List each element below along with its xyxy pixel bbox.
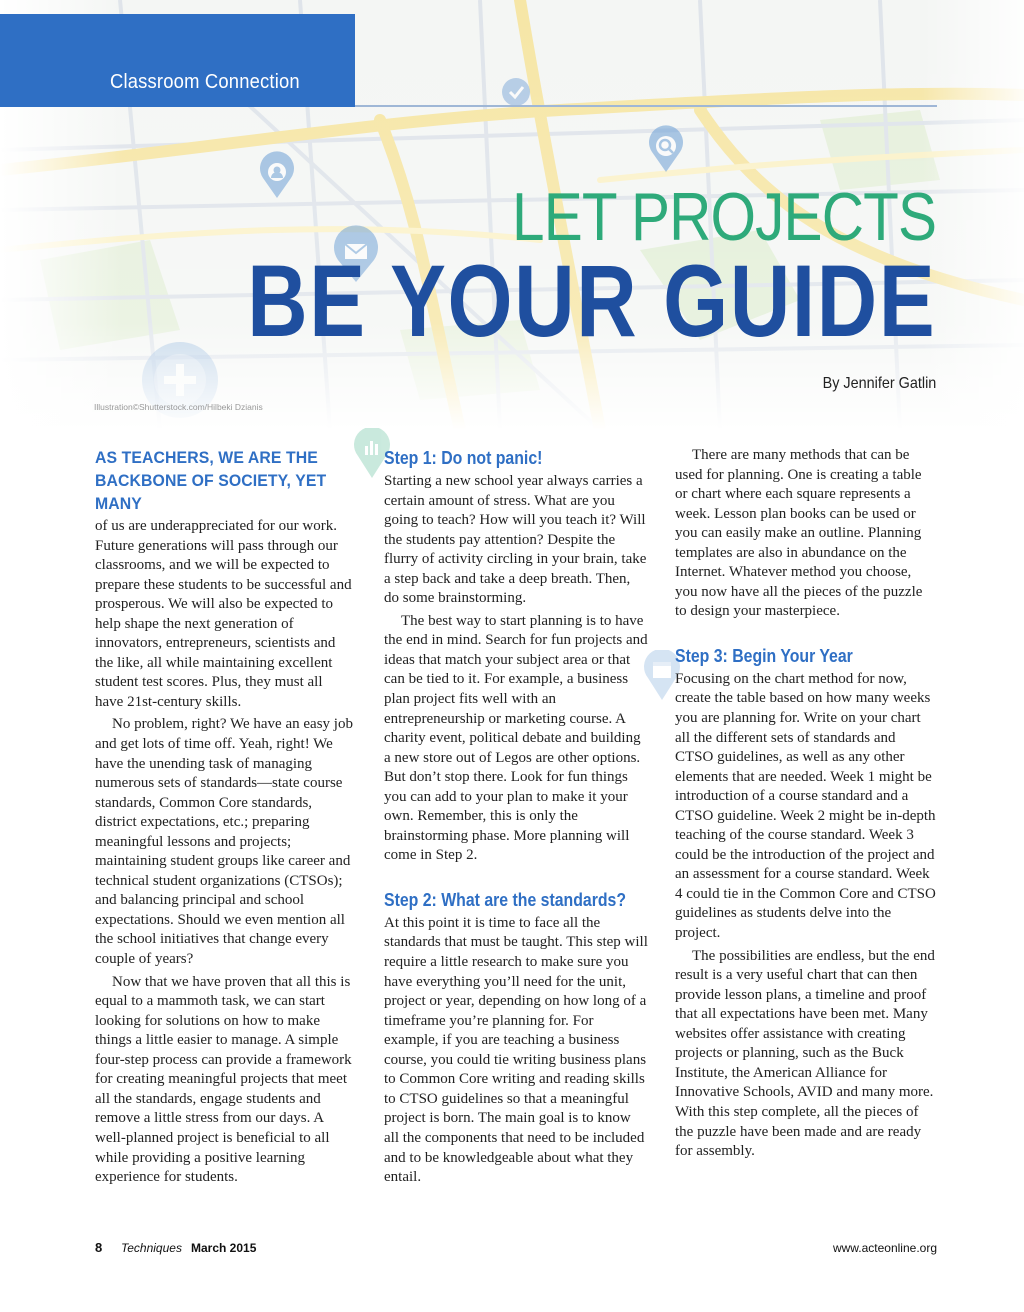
illustration-credit: Illustration©Shutterstock.com/Hilbeki Dzianis [94,402,263,412]
step-1-heading: Step 1: Do not panic! [384,448,543,468]
title-line-2: BE YOUR GUIDE [246,244,936,358]
step-2-heading: Step 2: What are the standards? [384,889,627,910]
intro-paragraph [95,446,353,712]
header-rule [355,105,937,107]
paragraph: No problem, right? We have an easy job and get lots of time off. Yeah, right! We have the unending task of managing numerous sets of standards—state course standards, Common Core standards, district expectations, etc.; preparing meaningful lessons and projects; maintaining student groups like career and technical student organizations (CTSOs); and balancing principal and school expectations. Should we even mention all the school initiatives that change every couple of years? [95,716,353,968]
paragraph: Focusing on the chart method for now, create the table based on how many weeks you are planning for. Write on your chart all the different sets of standards and CTSO guidelines, as well as any other elements that are needed. Week 1 might be introduction of a course standard and a CTSO guideline. Week 2 might be in-depth teaching of the course standard. Week 3 could be the introduction of the project and an assessment for a course standard. Week 4 could tie in the Common Core and CTSO guidelines as students delve into the project. [675,670,936,942]
section-label: Classroom Connection [110,71,300,93]
lead-in-caps: AS TEACHERS, WE ARE THE BACKBONE OF SOCIETY, YET MANY [95,448,327,513]
paragraph: The possibilities are endless, but the end result is a very useful chart that can then provide lesson plans, a timeline and proof that all expectations have been met. Many websites offer assistance with creating projects or planning, such as the Buck Institute, the American Alliance for Innovative Schools, AVID and many more. With this step complete, all the pieces of the puzzle have been made and are ready for assembly. [675,947,935,1160]
article-column-2 [384,446,648,1188]
website-link[interactable]: www.acteonline.org [832,1241,937,1255]
byline: By Jennifer Gatlin [822,375,936,392]
step-3-heading: Step 3: Begin Your Year [675,645,853,666]
title-line-1: LET PROJECTS [511,179,936,255]
intro-text: of us are underappreciated for our work. Future generations will pass through our classrooms, and we will be expected to prepare these students to be successful and prosperous. We will also be expected to help shape the next generation of innovators, entrepreneurs, scientists and the like, all while maintaining excellent student test scores. Plus, they must all have 21st-century skills. [95,518,352,710]
paragraph: The best way to start planning is to have the end in mind. Search for fun projects and ideas that match your subject area or that can be tied to it. For example, a business plan project fits well with an entrepreneurship or marketing course. A charity event, political debate and building a new store out of Legos are other options. But don’t stop there. Look for fun things you can add to your plan to make it your own. Remember, this is only the brainstorming phase. More planning will come in Step 2. [384,612,648,864]
paragraph: There are many methods that can be used for planning. One is creating a table or chart where each square represents a week. Lesson plan books can be used or you can easily make an outline. Planning templates are also in abundance on the Internet. Whatever method you choose, you now have all the pieces of the puzzle to design your masterpiece. [675,447,923,620]
article-column-1 [95,446,353,1188]
paragraph: Starting a new school year always carries a certain amount of stress. What are you going to teach? How will you teach it? Will the students pay attention? Despite the flurry of activity circling in your brain, take a step back and take a deep breath. Then, do some brainstorming. [384,473,647,607]
page-number: 8 [95,1240,103,1255]
issue-date: March 2015 [191,1241,257,1255]
magazine-name: Techniques [121,1241,182,1255]
article-column-3 [675,446,937,1162]
page-footer [95,1240,937,1260]
paragraph: Now that we have proven that all this is equal to a mammoth task, we can start looking for solutions on how to make things a little easier to manage. A simple four-step process can provide a framework for creating meaningful projects that meet all the standards, engage students and remove a little stress from our days. A well-planned project is beneficial to all while providing a positive learning experience for students. [95,973,352,1186]
paragraph: At this point it is time to face all the standards that must be taught. This step will require a little research to make sure you have everything you’ll need for the unit, project or year, depending on how long of a timeframe you’re planning for. For example, if you are teaching a business course, you could tie writing business plans to Common Core writing and reading skills to CTSO guidelines so that a meaningful project is born. The main goal is to know all the components that need to be included and to be knowledgeable about what they entail. [384,914,648,1186]
